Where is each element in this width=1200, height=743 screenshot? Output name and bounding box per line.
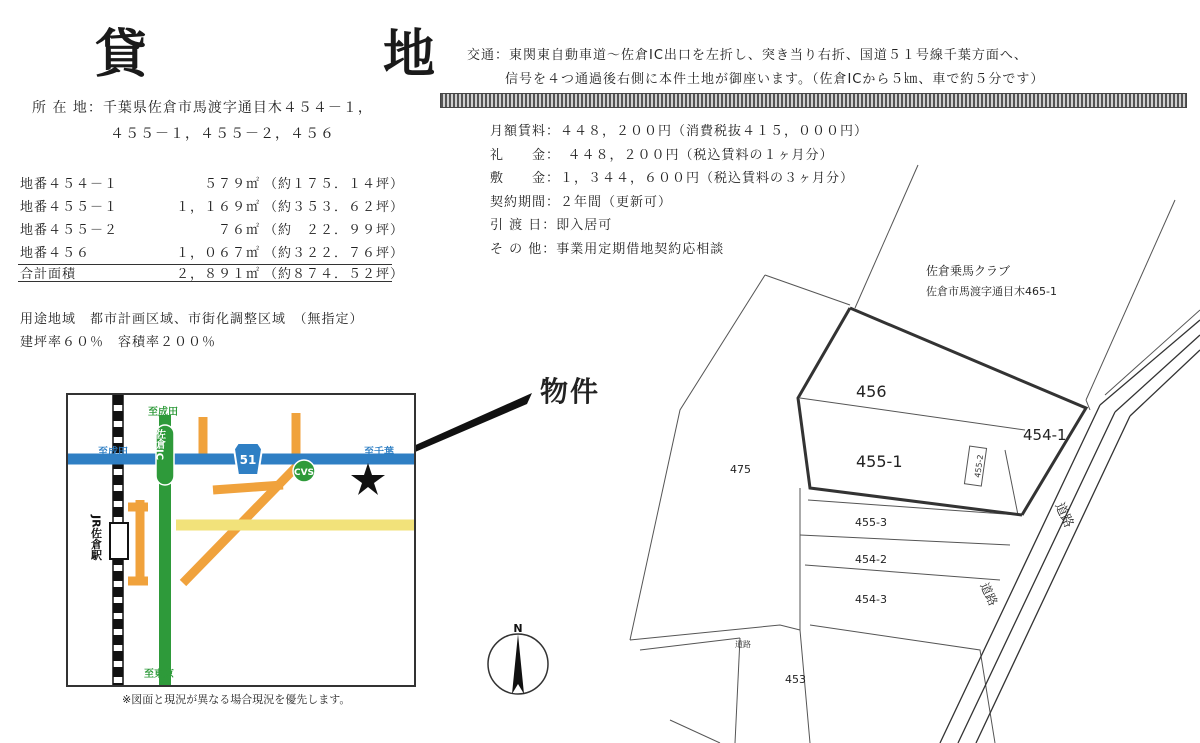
term-value: １，３４４，６００円（税込賃料の３ヶ月分） (560, 171, 855, 186)
zoning-line2: 建坪率６０％ 容積率２００％ (20, 335, 217, 350)
lot-area: ５７９㎡ (203, 177, 260, 192)
station-icon (110, 523, 128, 559)
lot-tsubo: （約 ２２．９９坪） (264, 223, 405, 238)
lot-tsubo: （約３５３．６２坪） (264, 200, 405, 215)
term-value: ４４８，２００円（税込賃料の１ヶ月分） (553, 148, 834, 163)
lot-456-label: 456 (856, 382, 887, 401)
location-label: 所 在 地： (32, 100, 103, 116)
total-area: ２，８９１㎡ (175, 267, 260, 282)
location-address-1: 千葉県佐倉市馬渡字通目木４５４－１， (102, 100, 373, 116)
access-line1: 交通：東関東自動車道～佐倉IC出口を左折し、突き当り右折、国道５１号線千葉方面へ、 (467, 48, 1028, 63)
term-label: 礼 金： (490, 148, 554, 163)
lot-454-2-label: 454-2 (855, 553, 887, 566)
map-note: ※図面と現況が異なる場合現況を優先します。 (122, 693, 351, 706)
lot-453-label: 453 (785, 673, 806, 686)
lot-name: 地番４５５－１ (20, 200, 119, 215)
cvs-label: CVS (293, 468, 315, 478)
term-label: 敷 金： (490, 171, 561, 186)
lot-tsubo: （約１７５．１４坪） (264, 177, 405, 192)
north-arrow-icon (478, 620, 558, 700)
north-label: N (513, 622, 523, 635)
to-chiba: 至千葉 (364, 447, 394, 458)
lot-map (600, 160, 1200, 743)
area-map (66, 393, 416, 687)
lot-area: ７６㎡ (217, 223, 260, 238)
neighbor-address: 佐倉市馬渡字通目木465-1 (926, 285, 1057, 298)
term-label: 引 渡 日： (490, 218, 557, 233)
to-narita-left: 至成田 (98, 447, 128, 458)
zoning-line1: 用途地域 都市計画区域、市街化調整区域 （無指定） (20, 312, 364, 327)
neighbor-name: 佐倉乗馬クラブ (926, 264, 1011, 278)
sakura-ic-label: 佐倉IC (153, 429, 165, 461)
term-value: ４４８，２００円（消費税抜４１５，０００円） (560, 124, 869, 139)
lot-455-2-label: 455-2 (973, 454, 986, 479)
main-road (940, 320, 1200, 743)
property-star-icon (351, 463, 385, 495)
site-boundary (798, 308, 1086, 515)
term-label: そ の 他： (490, 242, 557, 257)
station-label: JR佐倉駅 (89, 515, 103, 561)
to-narita-top: 至成田 (148, 407, 178, 418)
area-map-svg (68, 395, 414, 685)
road-label-right: 道路 (1051, 500, 1076, 531)
lot-name: 地番４５４－１ (20, 177, 119, 192)
total-label: 合計面積 (20, 267, 77, 282)
access-line2: 信号を４つ通過後右側に本件土地が御座います。（佐倉ICから５㎞、車で約５分です） (505, 72, 1045, 87)
lot-475-label: 475 (730, 463, 751, 476)
term-value: ２年間（更新可） (560, 195, 673, 210)
lot-455-1-label: 455-1 (856, 452, 903, 471)
lot-name: 地番４５５－２ (20, 223, 119, 238)
thin-boundaries (630, 165, 1200, 743)
lot-area: １，０６７㎡ (175, 246, 260, 261)
lot-name: 地番４５６ (20, 246, 91, 261)
location-address-2: ４５５－１，４５５－２，４５６ (110, 126, 335, 142)
bukken-label: 物件 (540, 375, 601, 408)
to-tokyo: 至東京 (144, 669, 174, 680)
lot-455-3-label: 455-3 (855, 516, 887, 529)
lot-454-1-label: 454-1 (1023, 426, 1067, 444)
road-label-center: 道路 (977, 580, 1001, 609)
lot-tsubo: （約３２２．７６坪） (264, 246, 405, 261)
term-label: 月額賃料： (490, 124, 561, 139)
route-51-number: 51 (239, 453, 257, 467)
lot-area: １，１６９㎡ (175, 200, 260, 215)
term-label: 契約期間： (490, 195, 561, 210)
total-tsubo: （約８７４．５２坪） (264, 267, 405, 282)
page-title: 貸 地 (95, 24, 528, 85)
small-road-label: 道路 (735, 640, 751, 649)
term-value: 即入居可 (556, 218, 613, 233)
term-value: 事業用定期借地契約応相談 (556, 242, 725, 257)
lot-454-3-label: 454-3 (855, 593, 887, 606)
